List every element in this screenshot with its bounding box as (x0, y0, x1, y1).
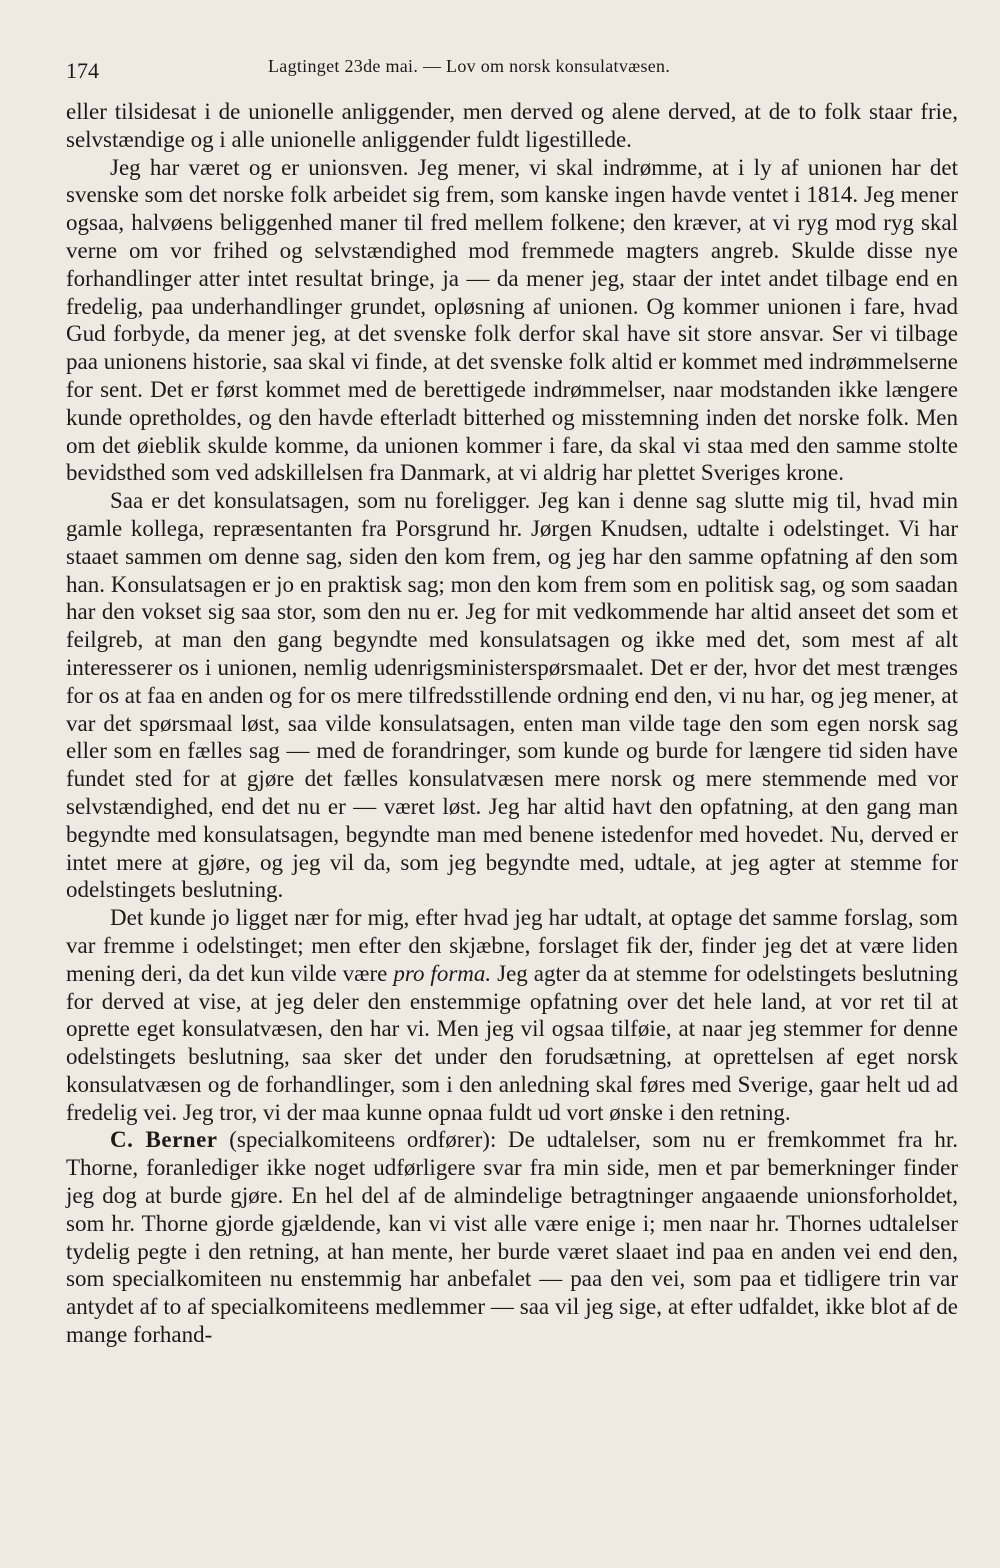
running-head: Lagtinget 23de mai. — Lov om norsk konsulatvæsen. (268, 56, 671, 76)
speaker-name: C. Berner (110, 1127, 218, 1153)
paragraph-4-italic: pro forma. (393, 960, 492, 986)
paragraph-2 (66, 154, 958, 488)
paragraph-3-text: Saa er det konsulatsagen, som nu foreligger. Jeg kan i denne sag slutte mig til, hvad min gamle kollega, repræsentanten fra Porsgrund hr. Jørgen Knudsen, udtalte i odelstinget. Vi har staaet sammen om denne sag, siden den kom frem, og jeg har den samme opfatning af den som han. Konsulatsagen er jo en praktisk sag; mon den kom frem som en politisk sag, og som saadan har den vokset sig saa stor, som den nu er. Jeg for mit vedkommende har altid anseet det som et feilgreb, at man den gang begyndte med konsulatsagen og ikke med det, som mest af alt interesserer os i unionen, nemlig udenrigsministerspørsmaalet. Det er der, hvor det mest trænges for os at faa en anden og for os mere tilfredsstillende ordning end den, vi nu har, og jeg mener, at var det spørsmaal løst, saa vilde konsulatsagen, enten man vilde tage den som egen norsk sag eller som en fælles sag — med de forandringer, som kunde og burde for længere tid siden have fundet sted for at gjøre det fælles konsulatvæsen mere norsk og mere stemmende med vor selvstændighed, end det nu er — været løst. Jeg har altid havt den opfatning, at den gang man begyndte med konsulatsagen, begyndte man med benene istedenfor med hovedet. Nu, derved er intet mere at gjøre, og jeg vil da, som jeg begyndte med, udtale, at jeg agter at stemme for odelstingets beslutning. (66, 488, 958, 903)
paragraph-4-text-post: Jeg agter da at stemme for odelstingets beslutning for derved at vise, at jeg deler den enstemmige opfatning over det hele land, at vor ret til at oprette eget konsulatvæsen, den har vi. Men jeg vil ogsaa tilføie, at naar jeg stemmer for denne odelstingets beslutning, saa sker det under den forudsætning, at oprettelsen af eget norsk konsulatvæsen og de forhandlinger, som i den anledning skal føres med Sverige, gaar helt ud ad fredelig vei. Jeg tror, vi der maa kunne opnaa fuldt ud vort ønske i den retning. (66, 960, 958, 1125)
paragraph-1-text: eller tilsidesat i de unionelle anliggender, men derved og alene derved, at de to folk staar frie, selvstændige og i alle unionelle anliggender fuldt ligestillede. (66, 99, 958, 152)
paragraph-4-text-pre: Det kunde jo ligget nær for mig, efter hvad jeg har udtalt, at optage det samme forslag, som var fremme i odelstinget; men efter den skjæbne, forslaget fik der, finder jeg det at være liden mening deri, da det kun vilde være (66, 905, 958, 986)
paragraph-5-text: De udtalelser, som nu er fremkommet fra hr. Thorne, foranlediger ikke noget udførligere svar fra min side, men et par bemerkninger finder jeg dog at burde gjøre. En hel del af de almindelige betragtninger angaaende unionsforholdet, som hr. Thorne gjorde gjældende, kan vi vist alle være enige i; men naar hr. Thornes udtalelser tydelig pegte i den retning, at han mente, her burde været slaaet ind paa en anden vei end den, som specialkomiteen nu enstemmig har anbefalet — paa den vei, som paa et tidligere trin var antydet af to af specialkomiteens medlemmer — saa vil jeg sige, at efter udfaldet, ikke blot af de mange forhand- (66, 1127, 959, 1348)
paragraph-1 (66, 98, 958, 154)
body-text (66, 98, 958, 1349)
paragraph-2-text: Jeg har været og er unionsven. Jeg mener, vi skal indrømme, at i ly af unionen har det svenske som det norske folk arbeidet sig frem, som kanske ingen havde ventet i 1814. Jeg mener ogsaa, halvøens beliggenhed maner til fred mellem folkene; den kræver, at vi ryg mod ryg skal verne om vor frihed og selvstændighed mod fremmede magters angreb. Skulde disse nye forhandlinger atter intet resultat bringe, ja — da mener jeg, staar der intet andet tilbage end en fredelig, paa underhandlinger grundet, opløsning af unionen. Og kommer unionen i fare, hvad Gud forbyde, da mener jeg, at det svenske folk derfor skal have sit store ansvar. Ser vi tilbage paa unionens historie, saa skal vi finde, at det svenske folk altid er kommet med indrømmelserne for sent. Det er først kommet med de berettigede indrømmelser, naar modstanden ikke længere kunde opretholdes, og den havde efterladt bitterhed og misstemning inden det norske folk. Men om det øieblik skulde komme, da unionen kommer i fare, da skal vi staa med den samme stolte bevidsthed som ved adskillelsen fra Danmark, at vi aldrig har plettet Sveriges krone. (66, 154, 958, 486)
speaker-role: (specialkomiteens ordfører): (229, 1127, 497, 1153)
paragraph-5 (66, 1126, 958, 1348)
page-number: 174 (66, 58, 99, 83)
paragraph-3 (66, 487, 958, 904)
paragraph-4 (66, 904, 958, 1126)
page-header (66, 50, 960, 90)
